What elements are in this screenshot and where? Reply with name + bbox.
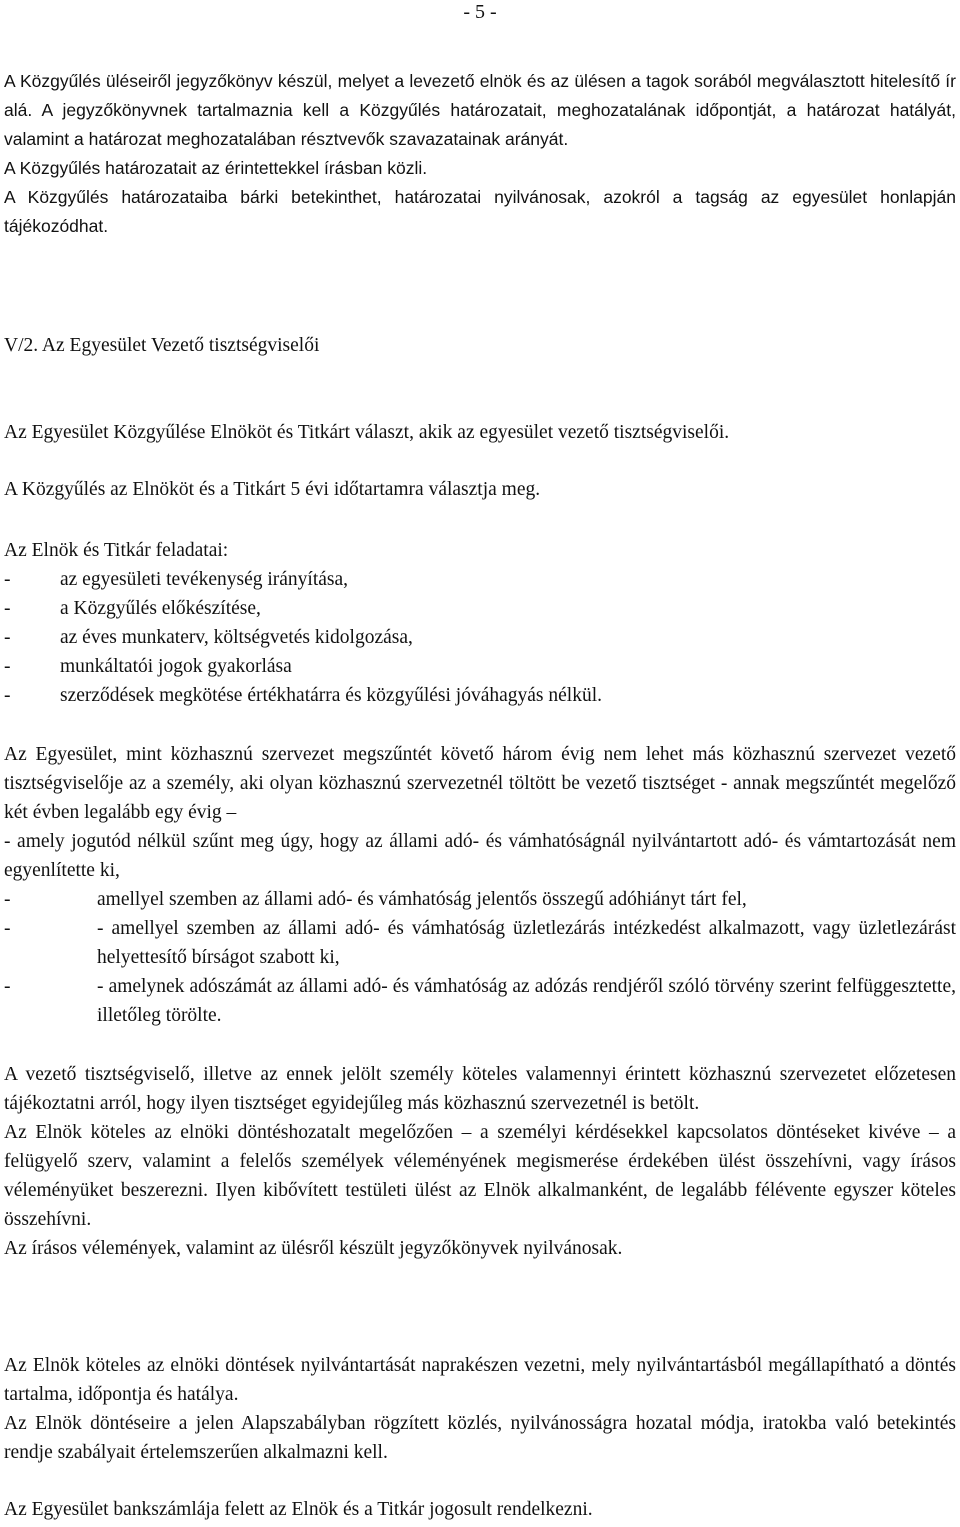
eligibility-intro: Az Egyesület, mint közhasznú szervezet megszűntét követő három évig nem lehet más közhasznú szervezet vezető tisztségviselője az a személy, aki olyan közhasznú szervezetnél töltött be vezető tisztséget - annak megszűntét megelőző két évben legalább egy évig – <box>4 744 956 823</box>
duties-continued <box>4 1060 956 1263</box>
duty-item: - munkáltatói jogok gyakorlása <box>4 652 956 681</box>
public-paragraph: Az írásos vélemények, valamint az ülésről készült jegyzőkönyvek nyilvánosak. <box>4 1238 623 1259</box>
duties-list <box>4 565 956 710</box>
page-number: - 5 - <box>463 1 497 23</box>
bank-paragraph: Az Egyesület bankszámlája felett az Elnök és a Titkár jogosult rendelkezni. <box>4 1499 593 1520</box>
eligibility-item: - - amelynek adószámát az állami adó- és vámhatóság az adózás rendjéről szóló törvény szerint felfüggesztette, illetőleg törölte. <box>4 972 956 1030</box>
eligibility-block <box>4 740 956 1030</box>
duty-item: - az egyesületi tevékenység irányítása, <box>4 565 956 594</box>
minutes-paragraph: A Közgyűlés üléseiről jegyzőkönyv készül, melyet a levezető elnök és az ülésen a tagok sorából megválasztott hitelesítő ír alá. A jegyzőkönyvnek tartalmaznia kell a Közgyűlés határozatait, meghozatalának időpontját, a határozat hatályát, valamint a határozat meghozatalában résztvevők szavazatainak arányát. <box>4 71 956 149</box>
duty-item: - szerződések megkötése értékhatárra és közgyűlési jóváhagyás nélkül. <box>4 681 956 710</box>
term-paragraph: A Közgyűlés az Elnököt és a Titkárt 5 évi időtartamra választja meg. <box>4 479 541 500</box>
notify-paragraph: A vezető tisztségviselő, illetve az ennek jelölt személy köteles valamennyi érintett közhasznú szervezetet előzetesen tájékoztatni arról, hogy ilyen tisztséget egyidejűleg más közhasznú szervezetnél is betölt. <box>4 1064 956 1114</box>
register-paragraph: Az Elnök köteles az elnöki döntések nyilvántartását naprakészen vezetni, mely nyilvántartásból megállapítható a döntés tartalma, időpontja és hatálya. <box>4 1355 956 1405</box>
eligibility-list <box>4 885 956 1030</box>
disclosure-paragraph: Az Elnök döntéseire a jelen Alapszabályban rögzített közlés, nyilvánosságra hozatal módja, iratokba való betekintés rendje szabályait értelemszerűen alkalmazni kell. <box>4 1413 956 1463</box>
president-paragraph: Az Elnök köteles az elnöki döntéshozatalt megelőzően – a személyi kérdésekkel kapcsolatos döntéseket kivéve – a felügyelő szerv, valamint a felelős személyek véleményének megismerése érdekében ülést összehívni, vagy írásos véleményüket beszerezni. Ilyen kibővített testületi ülést az Elnök alkalmanként, de legalább félévente egyszer köteles összehívni. <box>4 1122 956 1230</box>
notification-paragraph: A Közgyűlés határozatait az érintettekkel írásban közli. <box>4 158 428 178</box>
duties-title: Az Elnök és Titkár feladatai: <box>4 540 229 561</box>
register-block <box>4 1351 956 1467</box>
duty-item: - a Közgyűlés előkészítése, <box>4 594 956 623</box>
eligibility-item: - - amellyel szemben az állami adó- és vámhatóság üzletlezárás intézkedést alkalmazott, vagy üzletlezárást helyettesítő bírságot szabott ki, <box>4 914 956 972</box>
intro-section <box>4 67 956 241</box>
election-paragraph: Az Egyesület Közgyűlése Elnököt és Titkárt választ, akik az egyesület vezető tisztségviselői. <box>4 422 730 443</box>
duty-item: - az éves munkaterv, költségvetés kidolgozása, <box>4 623 956 652</box>
eligibility-item: - amellyel szemben az állami adó- és vámhatóság jelentős összegű adóhiányt tárt fel, <box>4 885 956 914</box>
eligibility-condition: - amely jogutód nélkül szűnt meg úgy, hogy az állami adó- és vámhatóságnál nyilvántartott adó- és vámtartozását nem egyenlítette ki, <box>4 831 956 881</box>
duties-block <box>4 536 956 710</box>
access-paragraph: A Közgyűlés határozataiba bárki betekinthet, határozatai nyilvánosak, azokról a tagság az egyesület honlapján tájékozódhat. <box>4 187 956 236</box>
section-heading: V/2. Az Egyesület Vezető tisztségviselői <box>4 335 320 356</box>
